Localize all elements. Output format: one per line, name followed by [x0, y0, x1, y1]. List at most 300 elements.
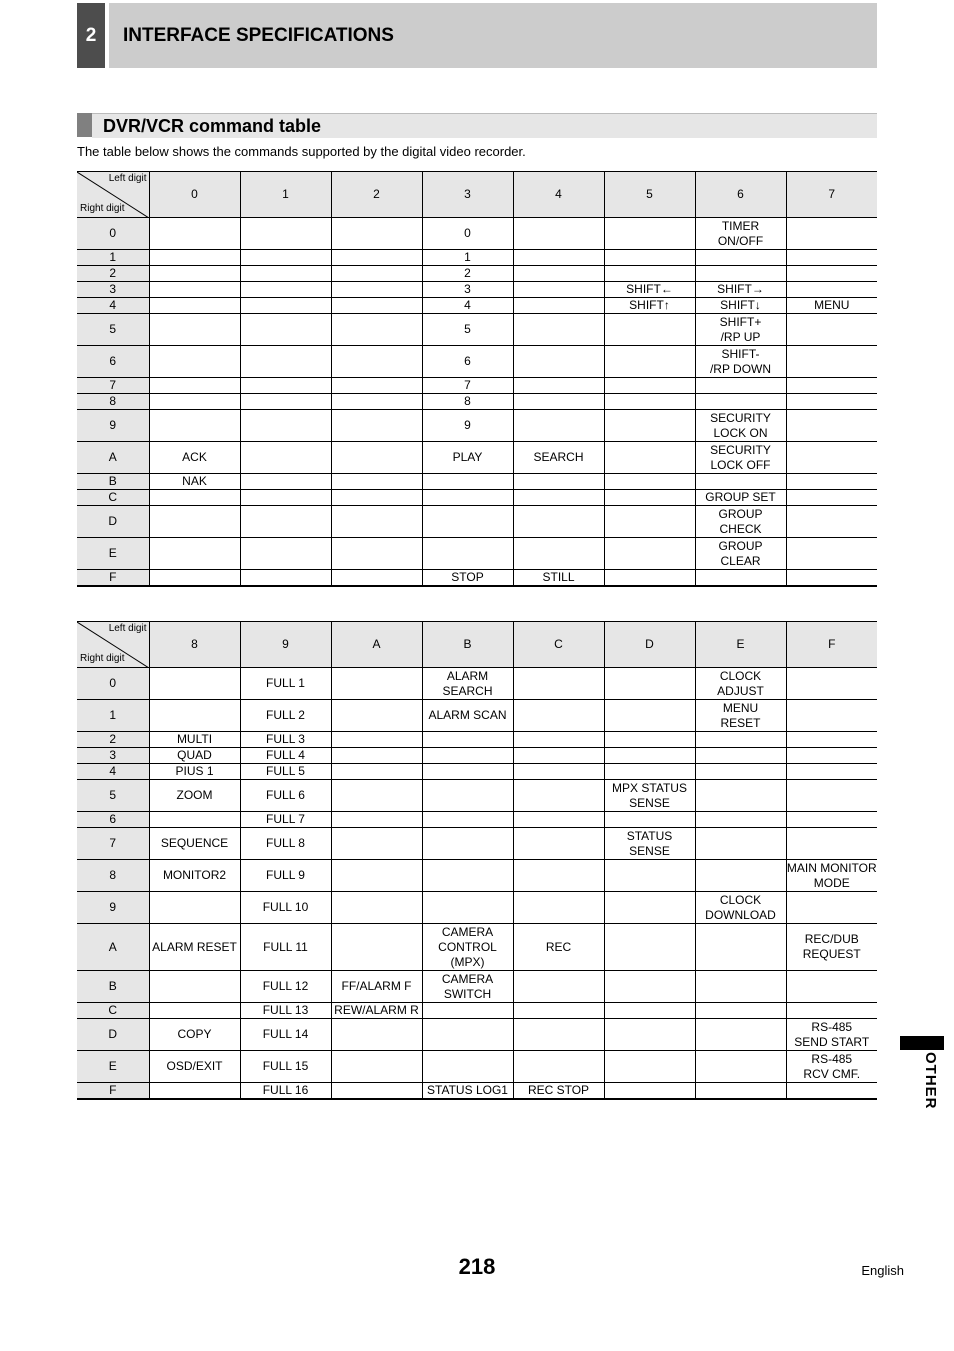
command-cell: [149, 378, 240, 394]
command-cell: [604, 474, 695, 490]
command-cell: 1: [422, 250, 513, 266]
command-cell: [513, 971, 604, 1003]
command-cell: [695, 1019, 786, 1051]
row-header: 3: [77, 282, 149, 298]
row-header: 7: [77, 378, 149, 394]
row-header: 6: [77, 812, 149, 828]
command-cell: [695, 570, 786, 587]
command-cell: FULL 6: [240, 780, 331, 812]
command-cell: [604, 1083, 695, 1100]
command-cell: [149, 570, 240, 587]
command-cell: [786, 218, 877, 250]
command-cell: [149, 892, 240, 924]
command-cell: ALARM SEARCH: [422, 668, 513, 700]
table-row: [77, 1003, 877, 1019]
command-cell: [604, 668, 695, 700]
table-row: [77, 570, 877, 587]
command-cell: [149, 668, 240, 700]
command-cell: SHIFT↑: [604, 298, 695, 314]
command-cell: [604, 860, 695, 892]
command-cell: [331, 250, 422, 266]
command-cell: [149, 282, 240, 298]
command-cell: [786, 812, 877, 828]
table-row: [77, 298, 877, 314]
row-header: E: [77, 1051, 149, 1083]
command-cell: FF/ALARM F: [331, 971, 422, 1003]
command-cell: [240, 298, 331, 314]
command-cell: [331, 748, 422, 764]
command-cell: [240, 250, 331, 266]
command-cell: [331, 780, 422, 812]
page-number: 218: [458, 1254, 496, 1279]
row-header: F: [77, 570, 149, 587]
command-table-2: [77, 621, 877, 1100]
command-cell: [786, 490, 877, 506]
command-cell: [513, 218, 604, 250]
command-cell: [513, 780, 604, 812]
command-cell: [786, 748, 877, 764]
command-cell: [331, 924, 422, 971]
command-cell: CLOCK ADJUST: [695, 668, 786, 700]
command-cell: GROUP SET: [695, 490, 786, 506]
command-cell: [513, 700, 604, 732]
command-cell: [149, 538, 240, 570]
command-cell: [331, 538, 422, 570]
table-row: [77, 394, 877, 410]
command-cell: [422, 1051, 513, 1083]
right-digit-label: Right digit: [80, 203, 125, 214]
row-header: 7: [77, 828, 149, 860]
command-cell: [604, 410, 695, 442]
command-cell: [422, 764, 513, 780]
command-cell: [331, 282, 422, 298]
command-cell: [240, 442, 331, 474]
command-cell: [513, 490, 604, 506]
command-cell: [695, 266, 786, 282]
column-header: 6: [695, 172, 786, 218]
command-cell: [513, 828, 604, 860]
command-cell: [240, 506, 331, 538]
command-cell: [422, 1019, 513, 1051]
column-header: 7: [786, 172, 877, 218]
command-cell: [422, 828, 513, 860]
row-header: B: [77, 971, 149, 1003]
command-cell: [604, 266, 695, 282]
command-cell: [513, 314, 604, 346]
command-cell: [240, 282, 331, 298]
command-cell: MAIN MONITOR MODE: [786, 860, 877, 890]
command-cell: [786, 1003, 877, 1019]
table-row: [77, 780, 877, 812]
command-cell: [331, 764, 422, 780]
command-cell: REC/DUB REQUEST: [786, 924, 877, 971]
command-cell: [604, 892, 695, 924]
command-cell: STATUS LOG1: [422, 1083, 513, 1100]
command-cell: FULL 5: [240, 764, 331, 780]
table-row: [77, 1083, 877, 1100]
row-header: 1: [77, 700, 149, 732]
command-cell: SHIFT←: [604, 282, 695, 298]
column-header: 3: [422, 172, 513, 218]
command-cell: [695, 748, 786, 764]
header-row: [77, 172, 877, 218]
command-cell: [786, 732, 877, 748]
row-header: 8: [77, 860, 149, 892]
command-cell: PLAY: [422, 442, 513, 474]
command-cell: [331, 812, 422, 828]
command-cell: [695, 1051, 786, 1083]
command-cell: MULTI: [149, 732, 240, 748]
table-row: [77, 474, 877, 490]
chapter-title: INTERFACE SPECIFICATIONS: [123, 24, 394, 46]
row-header: 5: [77, 314, 149, 346]
command-cell: [604, 570, 695, 587]
command-cell: FULL 3: [240, 732, 331, 748]
left-digit-label: Left digit: [108, 173, 147, 184]
command-cell: PIUS 1: [149, 764, 240, 780]
command-cell: [331, 668, 422, 700]
command-cell: [786, 570, 877, 587]
command-cell: [331, 506, 422, 538]
column-header: 9: [240, 622, 331, 668]
table-row: [77, 266, 877, 282]
row-header: A: [77, 924, 149, 971]
table-row: [77, 378, 877, 394]
command-cell: SHIFT→: [695, 282, 786, 298]
row-header: 0: [77, 218, 149, 250]
command-cell: [695, 812, 786, 828]
command-cell: FULL 8: [240, 828, 331, 860]
row-header: 0: [77, 668, 149, 700]
command-cell: [240, 570, 331, 587]
command-cell: [331, 346, 422, 378]
command-cell: [695, 924, 786, 971]
command-cell: [513, 668, 604, 700]
table-row: [77, 1051, 877, 1083]
command-cell: [786, 506, 877, 538]
command-cell: MPX STATUS SENSE: [604, 780, 695, 812]
command-cell: [695, 971, 786, 1003]
command-cell: QUAD: [149, 748, 240, 764]
command-cell: [422, 812, 513, 828]
command-cell: [331, 266, 422, 282]
column-header: 0: [149, 172, 240, 218]
command-cell: 6: [422, 346, 513, 378]
row-header: 2: [77, 266, 149, 282]
command-cell: STILL: [513, 570, 604, 587]
command-cell: [149, 812, 240, 828]
row-header: 4: [77, 298, 149, 314]
table-row: [77, 860, 877, 892]
command-cell: [604, 442, 695, 474]
command-cell: [604, 538, 695, 570]
corner-cell: [77, 172, 149, 218]
command-cell: OSD/EXIT: [149, 1051, 240, 1083]
command-cell: [695, 780, 786, 812]
command-cell: FULL 7: [240, 812, 331, 828]
table-row: [77, 1019, 877, 1051]
row-header: 5: [77, 780, 149, 812]
command-cell: FULL 9: [240, 860, 331, 892]
column-header: A: [331, 622, 422, 668]
chapter-number: 2: [77, 3, 105, 68]
column-header: F: [786, 622, 877, 668]
command-cell: [149, 218, 240, 250]
command-cell: [331, 1051, 422, 1083]
command-cell: [422, 780, 513, 812]
right-digit-label: Right digit: [80, 653, 125, 664]
table-row: [77, 892, 877, 924]
command-cell: [604, 346, 695, 378]
command-cell: 0: [422, 218, 513, 250]
command-cell: [786, 394, 877, 410]
section-title: DVR/VCR command table: [103, 115, 322, 136]
row-header: D: [77, 506, 149, 538]
command-cell: [331, 394, 422, 410]
command-cell: [331, 700, 422, 732]
command-cell: [604, 924, 695, 971]
command-cell: [422, 1003, 513, 1019]
command-cell: [695, 860, 786, 892]
command-cell: [331, 490, 422, 506]
column-header: 8: [149, 622, 240, 668]
table-row: [77, 346, 877, 378]
table-row: [77, 538, 877, 570]
table-row: [77, 490, 877, 506]
command-cell: [331, 828, 422, 860]
command-cell: [513, 346, 604, 378]
column-header: 2: [331, 172, 422, 218]
command-cell: COPY: [149, 1019, 240, 1051]
command-cell: NAK: [149, 474, 240, 490]
command-cell: [786, 1083, 877, 1100]
command-cell: [604, 971, 695, 1003]
command-cell: FULL 15: [240, 1051, 331, 1083]
table-row: [77, 828, 877, 860]
command-cell: [422, 538, 513, 570]
command-cell: [695, 1003, 786, 1019]
command-cell: [786, 250, 877, 266]
command-cell: [331, 892, 422, 924]
command-cell: [149, 1083, 240, 1100]
command-cell: [513, 394, 604, 410]
command-cell: FULL 13: [240, 1003, 331, 1019]
command-cell: ZOOM: [149, 780, 240, 812]
command-cell: [604, 394, 695, 410]
command-cell: [695, 394, 786, 410]
command-cell: [149, 506, 240, 538]
command-cell: GROUP CHECK: [695, 506, 786, 538]
command-cell: [513, 474, 604, 490]
table-row: [77, 732, 877, 748]
command-cell: MENU: [786, 298, 877, 314]
table-row: [77, 442, 877, 474]
command-cell: [240, 346, 331, 378]
command-cell: [604, 218, 695, 250]
command-cell: [240, 490, 331, 506]
command-cell: CAMERA SWITCH: [422, 971, 513, 1003]
table-row: [77, 668, 877, 700]
command-cell: [695, 474, 786, 490]
table-row: [77, 314, 877, 346]
command-cell: [513, 266, 604, 282]
command-cell: RS-485 SEND START: [786, 1019, 877, 1051]
command-cell: [240, 410, 331, 442]
command-cell: CAMERA CONTROL (MPX): [422, 924, 513, 971]
command-cell: [513, 282, 604, 298]
command-cell: REW/ALARM R: [331, 1003, 422, 1019]
row-header: 4: [77, 764, 149, 780]
command-cell: [513, 506, 604, 538]
command-cell: [513, 298, 604, 314]
command-cell: [786, 971, 877, 1003]
column-header: 1: [240, 172, 331, 218]
command-cell: [604, 250, 695, 266]
command-cell: [786, 700, 877, 732]
command-cell: [240, 474, 331, 490]
command-cell: [149, 1003, 240, 1019]
command-cell: [786, 442, 877, 474]
column-header: E: [695, 622, 786, 668]
command-cell: SHIFT- /RP DOWN: [695, 346, 786, 378]
command-cell: [513, 892, 604, 924]
corner-cell: [77, 622, 149, 668]
language-label: English: [861, 1263, 904, 1278]
command-cell: [331, 378, 422, 394]
command-cell: [422, 748, 513, 764]
command-cell: [513, 1019, 604, 1051]
command-cell: FULL 4: [240, 748, 331, 764]
section-header: [92, 113, 877, 138]
command-cell: [331, 474, 422, 490]
command-cell: [240, 538, 331, 570]
command-cell: [331, 442, 422, 474]
command-cell: [604, 490, 695, 506]
column-header: C: [513, 622, 604, 668]
command-cell: [786, 828, 877, 860]
command-cell: FULL 14: [240, 1019, 331, 1051]
command-cell: [149, 266, 240, 282]
command-cell: [513, 1051, 604, 1083]
command-cell: [513, 748, 604, 764]
command-cell: ALARM SCAN: [422, 700, 513, 732]
command-cell: FULL 16: [240, 1083, 331, 1100]
command-cell: [240, 266, 331, 282]
command-cell: FULL 11: [240, 924, 331, 971]
command-cell: [149, 971, 240, 1003]
command-cell: ACK: [149, 442, 240, 474]
section-marker: [77, 113, 92, 137]
command-cell: [695, 732, 786, 748]
command-cell: [786, 538, 877, 570]
command-cell: FULL 2: [240, 700, 331, 732]
command-cell: REC STOP: [513, 1083, 604, 1100]
table-row: [77, 812, 877, 828]
command-cell: SEQUENCE: [149, 828, 240, 860]
command-cell: 4: [422, 298, 513, 314]
command-cell: [513, 812, 604, 828]
row-header: F: [77, 1083, 149, 1100]
command-cell: [422, 506, 513, 538]
row-header: 9: [77, 410, 149, 442]
table-row: [77, 748, 877, 764]
command-cell: FULL 12: [240, 971, 331, 1003]
command-cell: [149, 298, 240, 314]
row-header: A: [77, 442, 149, 474]
command-table-1: [77, 171, 877, 587]
command-cell: STOP: [422, 570, 513, 587]
command-cell: SEARCH: [513, 442, 604, 474]
command-cell: [604, 506, 695, 538]
command-cell: 8: [422, 394, 513, 410]
command-cell: GROUP CLEAR: [695, 538, 786, 570]
command-cell: [695, 378, 786, 394]
command-cell: [786, 346, 877, 378]
header-row: [77, 622, 877, 668]
table-row: [77, 700, 877, 732]
row-header: 3: [77, 748, 149, 764]
column-header: B: [422, 622, 513, 668]
row-header: 9: [77, 892, 149, 924]
command-cell: [786, 668, 877, 700]
table-row: [77, 764, 877, 780]
command-cell: FULL 1: [240, 668, 331, 700]
command-cell: [513, 1003, 604, 1019]
command-cell: [513, 410, 604, 442]
row-header: 6: [77, 346, 149, 378]
command-cell: [513, 538, 604, 570]
command-cell: [240, 378, 331, 394]
command-cell: [422, 490, 513, 506]
command-cell: [604, 748, 695, 764]
command-cell: REC: [513, 924, 604, 971]
command-cell: [604, 378, 695, 394]
command-cell: [240, 394, 331, 410]
command-cell: [149, 346, 240, 378]
command-cell: [604, 812, 695, 828]
intro-text: The table below shows the commands supported by the digital video recorder.: [77, 144, 526, 159]
row-header: C: [77, 1003, 149, 1019]
chapter-header: [109, 3, 877, 68]
command-cell: [786, 282, 877, 298]
command-cell: [604, 1051, 695, 1083]
command-cell: [422, 892, 513, 924]
command-cell: [695, 1083, 786, 1100]
command-cell: 7: [422, 378, 513, 394]
row-header: D: [77, 1019, 149, 1051]
command-cell: [149, 410, 240, 442]
command-cell: [604, 764, 695, 780]
command-cell: [604, 700, 695, 732]
command-cell: [604, 314, 695, 346]
command-cell: [513, 860, 604, 892]
command-cell: MONITOR2: [149, 860, 240, 892]
command-cell: [786, 266, 877, 282]
command-cell: 3: [422, 282, 513, 298]
command-cell: [422, 474, 513, 490]
command-cell: [149, 490, 240, 506]
table-row: [77, 506, 877, 538]
command-cell: [331, 298, 422, 314]
command-cell: [513, 378, 604, 394]
command-cell: SECURITY LOCK ON: [695, 410, 786, 442]
command-cell: MENU RESET: [695, 700, 786, 732]
command-cell: [240, 218, 331, 250]
command-cell: TIMER ON/OFF: [695, 218, 786, 250]
command-cell: [513, 732, 604, 748]
command-cell: [149, 314, 240, 346]
command-cell: [786, 892, 877, 924]
